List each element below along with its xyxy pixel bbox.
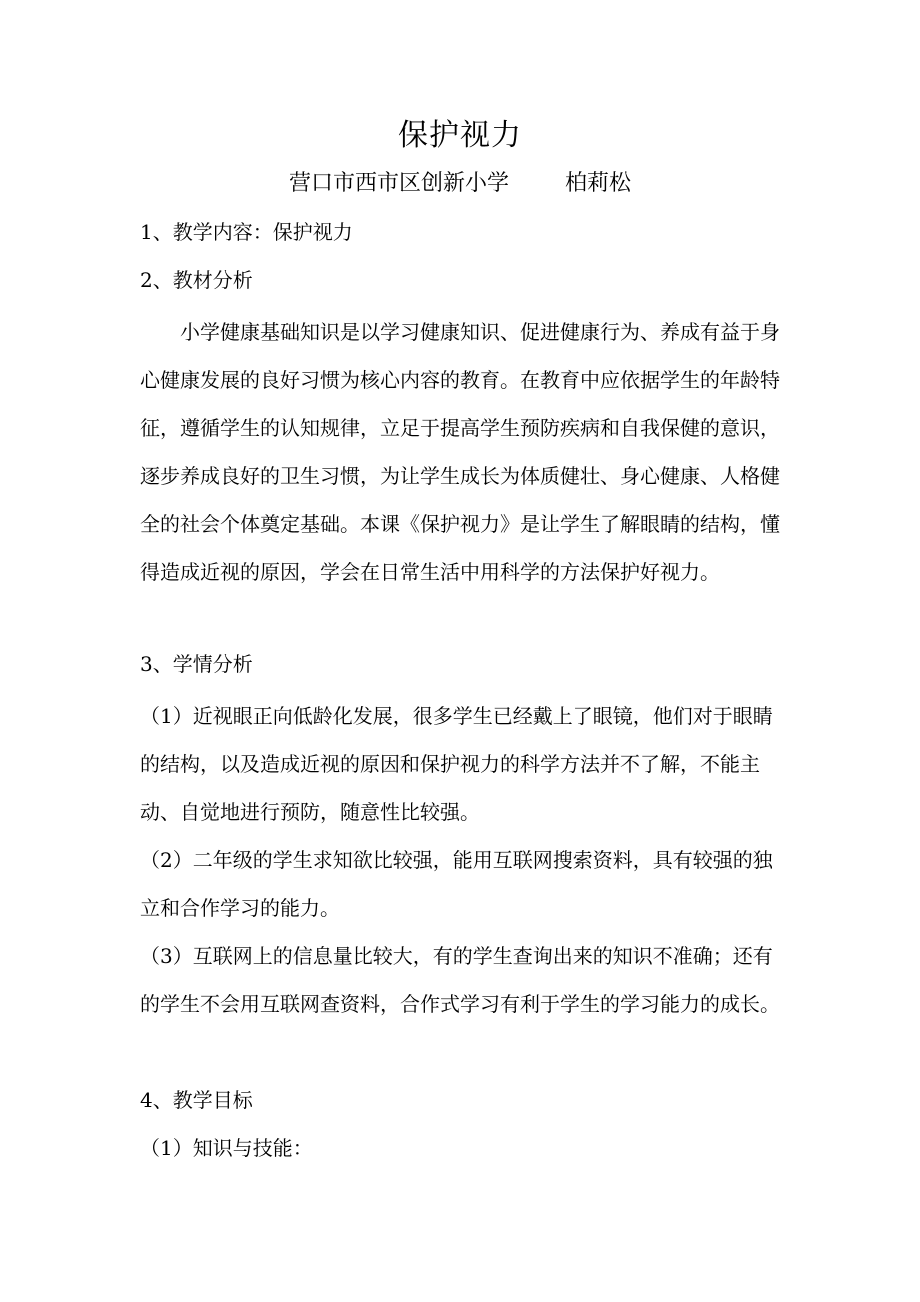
teaching-goals-item-1: （1）知识与技能： (140, 1136, 313, 1160)
section-heading-student-analysis: 3、学情分析 (140, 652, 253, 676)
document-title: 保护视力 (398, 118, 522, 153)
student-analysis-item-3: （3）互联网上的信息量比较大，有的学生查询出来的知识不准确；还有的学生不会用互联网查资料，合作式学习有利于学生的学习能力的成长。 (140, 944, 780, 1016)
material-analysis-paragraph: 小学健康基础知识是以学习健康知识、促进健康行为、养成有益于身心健康发展的良好习惯为核心内容的教育。在教育中应依据学生的年龄特征，遵循学生的认知规律，立足于提高学生预防疾病和自我保健的意识，逐步养成良好的卫生习惯，为让学生成长为体质健壮、身心健康、人格健全的社会个体奠定基础。本课《保护视力》是让学生了解眼睛的结构，懂得造成近视的原因，学会在日常生活中用科学的方法保护好视力。 (140, 320, 780, 584)
document-subtitle: 营口市西市区创新小学 柏莉松 (289, 171, 631, 196)
section-heading-material-analysis: 2、教材分析 (140, 268, 253, 292)
section-heading-teaching-goals: 4、教学目标 (140, 1088, 253, 1112)
student-analysis-item-1: （1）近视眼正向低龄化发展，很多学生已经戴上了眼镜，他们对于眼睛的结构，以及造成近视的原因和保护视力的科学方法并不了解，不能主动、自觉地进行预防，随意性比较强。 (140, 704, 773, 824)
section-heading-teaching-content: 1、教学内容：保护视力 (140, 220, 353, 244)
student-analysis-item-2: （2）二年级的学生求知欲比较强，能用互联网搜索资料，具有较强的独立和合作学习的能力。 (140, 848, 773, 920)
